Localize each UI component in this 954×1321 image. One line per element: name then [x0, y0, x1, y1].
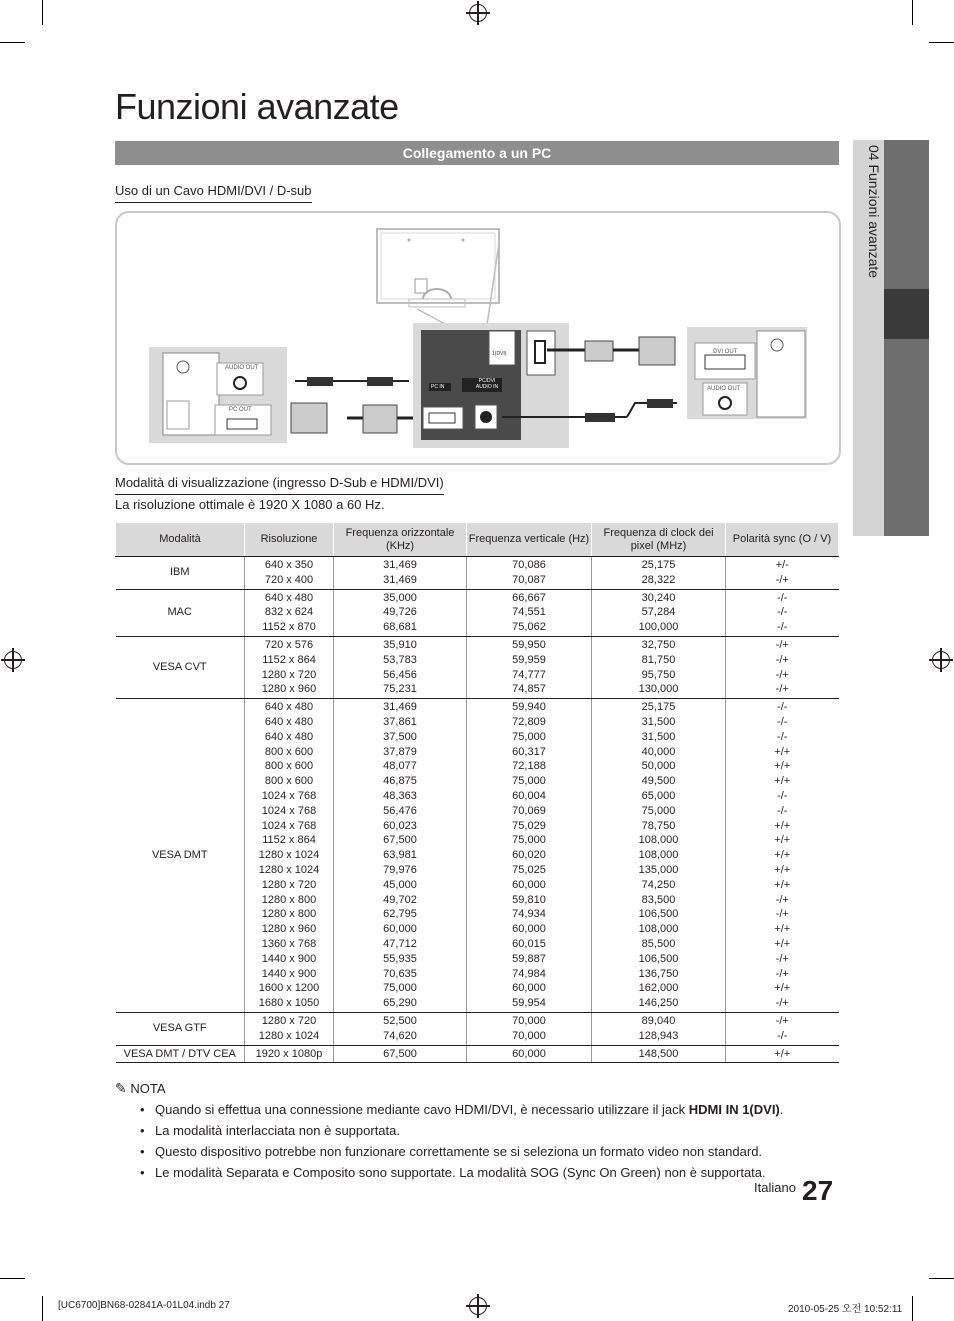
clk-value: 89,040: [641, 1014, 676, 1027]
pol-value: -/+: [775, 638, 789, 651]
list-item: • Quando si effettua una connessione mediante cavo HDMI/DVI, è necessario utilizzare il jack HDMI IN 1(DVI).: [140, 1101, 840, 1122]
crop-mark: [929, 1278, 954, 1279]
res-value: 1152 x 864: [262, 653, 316, 666]
h-value: 48,077: [383, 760, 417, 773]
mode-cell: VESA DMT / DTV CEA: [116, 1045, 245, 1063]
v-value: 74,777: [512, 668, 546, 681]
column-header: Modalità: [116, 523, 245, 557]
table-header-row: [116, 523, 839, 557]
v-value: 74,857: [512, 683, 546, 696]
table-body: [116, 557, 839, 1063]
note-list: [140, 1101, 840, 1185]
v-value: 60,000: [512, 878, 546, 891]
h-value: 60,000: [383, 923, 417, 936]
table-row: [116, 557, 839, 590]
pol-value: -/+: [775, 908, 789, 921]
clk-value: 40,000: [641, 745, 676, 758]
res-value: 1600 x 1200: [258, 982, 320, 995]
clk-cell: [592, 699, 726, 1013]
clk-value: 31,500: [641, 730, 676, 743]
res-value: 1024 x 768: [261, 819, 317, 832]
v-value: 66,667: [512, 591, 546, 604]
clk-value: 100,000: [638, 621, 679, 634]
clk-value: 75,000: [641, 804, 676, 817]
pol-value: +/+: [774, 760, 791, 773]
pol-cell: [726, 589, 839, 636]
pol-value: -/+: [775, 573, 789, 586]
pol-value: +/+: [774, 878, 791, 891]
res-value: 1920 x 1080p: [255, 1047, 323, 1060]
display-modes-table: [115, 523, 839, 1063]
v-value: 75,062: [512, 621, 546, 634]
res-value: 1680 x 1050: [258, 997, 320, 1010]
res-value: 1440 x 900: [261, 967, 317, 980]
clk-value: 57,284: [641, 606, 676, 619]
res-cell: [245, 699, 334, 1013]
res-value: 832 x 624: [264, 606, 314, 619]
clk-cell: [592, 589, 726, 636]
h-value: 52,500: [383, 1014, 417, 1027]
v-value: 72,188: [512, 760, 546, 773]
registration-mark-icon: [932, 651, 950, 669]
mode-cell: VESA DMT: [116, 699, 245, 1013]
pol-value: -/+: [775, 952, 789, 965]
h-value: 75,231: [383, 683, 417, 696]
column-header: Frequenza verticale (Hz): [467, 523, 592, 557]
clk-cell: [592, 557, 726, 590]
mode-cell: VESA GTF: [116, 1012, 245, 1045]
h-value: 45,000: [383, 878, 417, 891]
v-value: 70,069: [512, 804, 546, 817]
v-value: 70,000: [512, 1014, 546, 1027]
res-value: 640 x 480: [264, 730, 314, 743]
v-value: 60,020: [512, 849, 546, 862]
pol-value: +/+: [774, 923, 791, 936]
v-value: 59,940: [512, 701, 546, 714]
clk-value: 106,500: [638, 952, 679, 965]
table-row: [116, 636, 839, 698]
v-value: 70,000: [512, 1029, 546, 1042]
res-cell: [245, 557, 334, 590]
clk-value: 148,500: [638, 1047, 679, 1060]
v-cell: [467, 589, 592, 636]
h-cell: [334, 636, 467, 698]
h-value: 31,469: [383, 559, 417, 571]
pol-value: -/+: [775, 997, 789, 1010]
clk-value: 30,240: [641, 591, 676, 604]
v-value: 60,004: [512, 789, 546, 802]
v-cell: [467, 557, 592, 590]
clk-value: 106,500: [638, 908, 679, 921]
mode-cell: IBM: [116, 557, 245, 590]
h-value: 47,712: [383, 937, 417, 950]
clk-value: 49,500: [641, 775, 676, 788]
crop-mark: [929, 42, 954, 43]
v-value: 60,317: [512, 745, 546, 758]
v-value: 74,934: [512, 908, 546, 921]
v-value: 75,025: [512, 863, 546, 876]
v-value: 59,954: [512, 997, 546, 1010]
clk-value: 135,000: [638, 863, 679, 876]
h-value: 35,000: [383, 591, 417, 604]
h-value: 53,783: [383, 653, 417, 666]
res-cell: [245, 1012, 334, 1045]
clk-value: 25,175: [641, 701, 676, 714]
table-row: [116, 1045, 839, 1063]
clk-value: 50,000: [641, 760, 676, 773]
v-value: 70,086: [512, 559, 546, 571]
res-value: 1152 x 870: [262, 621, 316, 634]
res-value: 720 x 576: [264, 638, 314, 651]
res-value: 720 x 400: [264, 573, 314, 586]
clk-value: 108,000: [638, 834, 679, 847]
print-date-info: 2010-05-25 오전 10:52:11: [788, 1304, 903, 1315]
res-value: 640 x 480: [264, 715, 314, 728]
h-value: 74,620: [383, 1029, 417, 1042]
h-value: 79,976: [383, 863, 417, 876]
clk-value: 136,750: [638, 967, 679, 980]
optimal-resolution-note: La risoluzione ottimale è 1920 X 1080 a 60 Hz.: [115, 497, 385, 512]
v-value: 59,959: [512, 653, 546, 666]
res-value: 1440 x 900: [261, 952, 317, 965]
pc-dvi-audio-in-label: PC/DVI AUDIO IN: [475, 378, 499, 390]
pol-cell: [726, 699, 839, 1013]
clk-value: 78,750: [641, 819, 676, 832]
mode-cell: MAC: [116, 589, 245, 636]
h-value: 75,000: [383, 982, 417, 995]
pol-value: +/+: [774, 775, 791, 788]
chapter-tab-label: 04 Funzioni avanzate: [866, 145, 882, 279]
dvi-out-label: DVI OUT: [713, 349, 738, 355]
pol-cell: [726, 636, 839, 698]
pol-value: -/-: [777, 804, 788, 817]
res-cell: [245, 589, 334, 636]
registration-mark-icon: [4, 651, 22, 669]
v-value: 59,950: [512, 638, 546, 651]
clk-value: 128,943: [638, 1029, 679, 1042]
res-value: 640 x 480: [264, 701, 314, 714]
h-cell: [334, 699, 467, 1013]
res-value: 1280 x 720: [261, 1014, 317, 1027]
res-value: 1280 x 720: [261, 878, 317, 891]
page-title: Funzioni avanzate: [115, 86, 399, 127]
pol-value: -/+: [775, 893, 789, 906]
h-cell: [334, 589, 467, 636]
page-number: 27: [802, 1175, 834, 1206]
v-value: 60,000: [512, 982, 546, 995]
h-value: 55,935: [383, 952, 417, 965]
res-value: 800 x 600: [264, 745, 314, 758]
pol-value: -/-: [777, 701, 788, 714]
pol-value: +/+: [774, 937, 791, 950]
v-value: 75,000: [512, 775, 546, 788]
res-value: 1280 x 960: [261, 683, 317, 696]
v-value: 75,000: [512, 730, 546, 743]
pol-value: +/+: [774, 745, 791, 758]
pol-value: +/+: [774, 834, 791, 847]
pol-cell: [726, 1045, 839, 1063]
pol-value: +/+: [774, 982, 791, 995]
diagram-svg: [117, 213, 839, 463]
v-cell: [467, 1045, 592, 1063]
res-value: 1280 x 1024: [258, 1029, 320, 1042]
registration-mark-icon: [469, 4, 487, 22]
h-value: 46,875: [383, 775, 417, 788]
column-header: Frequenza di clock dei pixel (MHz): [592, 523, 726, 557]
table-row: [116, 1012, 839, 1045]
clk-value: 108,000: [638, 923, 679, 936]
list-item: • La modalità interlacciata non è supportata.: [140, 1122, 840, 1143]
res-value: 1280 x 800: [261, 908, 317, 921]
clk-value: 83,500: [641, 893, 676, 906]
clk-value: 81,750: [641, 653, 676, 666]
note-heading: ✎ NOTA: [115, 1080, 166, 1096]
pencil-icon: ✎: [115, 1080, 127, 1096]
clk-value: 74,250: [641, 878, 676, 891]
crop-mark: [912, 1296, 913, 1321]
pol-value: -/-: [777, 730, 788, 743]
res-value: 1280 x 1024: [258, 863, 320, 876]
crop-mark: [42, 0, 43, 25]
res-value: 1280 x 1024: [258, 849, 320, 862]
clk-value: 108,000: [638, 849, 679, 862]
res-value: 1152 x 864: [262, 834, 316, 847]
audio-out-left-label: AUDIO OUT: [225, 365, 259, 371]
pc-out-label: PC OUT: [229, 407, 252, 413]
v-value: 74,984: [512, 967, 546, 980]
h-value: 31,469: [383, 573, 417, 586]
res-cell: [245, 636, 334, 698]
clk-value: 65,000: [641, 789, 676, 802]
h-value: 56,476: [383, 804, 417, 817]
v-value: 60,000: [512, 1047, 546, 1060]
h-value: 65,290: [383, 997, 417, 1010]
v-cell: [467, 636, 592, 698]
v-value: 59,887: [512, 952, 546, 965]
column-header: Frequenza orizzontale (KHz): [334, 523, 467, 557]
clk-value: 85,500: [641, 937, 676, 950]
v-value: 60,000: [512, 923, 546, 936]
h-value: 49,702: [383, 893, 417, 906]
res-value: 640 x 350: [264, 559, 314, 571]
clk-value: 130,000: [638, 683, 679, 696]
clk-value: 95,750: [641, 668, 676, 681]
tv-icon: [377, 229, 499, 333]
pol-value: -/+: [775, 1014, 789, 1027]
v-cell: [467, 699, 592, 1013]
language-label: Italiano: [754, 1180, 796, 1195]
list-item: • Questo dispositivo potrebbe non funzionare correttamente se si seleziona un formato video non standard.: [140, 1143, 840, 1164]
v-value: 60,015: [512, 937, 546, 950]
res-value: 800 x 600: [264, 760, 314, 773]
crop-mark: [0, 1278, 25, 1279]
h-value: 37,879: [383, 745, 417, 758]
clk-value: 146,250: [638, 997, 679, 1010]
list-item: • Le modalità Separata e Composito sono supportate. La modalità SOG (Sync On Green) non è supportata.: [140, 1164, 840, 1185]
print-file-info: [UC6700]BN68-02841A-01L04.indb 27: [58, 1300, 230, 1311]
pol-value: -/-: [777, 1029, 788, 1042]
pol-value: +/+: [774, 849, 791, 862]
clk-value: 32,750: [641, 638, 676, 651]
table-row: [116, 699, 839, 1013]
pol-value: -/+: [775, 683, 789, 696]
v-value: 70,087: [512, 573, 546, 586]
pol-value: -/-: [777, 606, 788, 619]
res-cell: [245, 1045, 334, 1063]
pol-value: -/-: [777, 789, 788, 802]
pol-value: -/-: [777, 715, 788, 728]
h-value: 68,681: [383, 621, 417, 634]
res-value: 1024 x 768: [261, 789, 317, 802]
pol-value: -/-: [777, 621, 788, 634]
table-row: [116, 589, 839, 636]
h-value: 62,795: [383, 908, 417, 921]
pol-value: -/-: [777, 591, 788, 604]
h-value: 48,363: [383, 789, 417, 802]
clk-cell: [592, 1012, 726, 1045]
h-value: 63,981: [383, 849, 417, 862]
h-value: 31,469: [383, 701, 417, 714]
pol-cell: [726, 557, 839, 590]
crop-mark: [0, 42, 25, 43]
pc-in-label: PC IN: [431, 384, 445, 390]
res-value: 1360 x 768: [261, 937, 317, 950]
audio-out-right-label: AUDIO OUT: [707, 386, 741, 392]
pol-value: +/+: [774, 819, 791, 832]
res-value: 1024 x 768: [261, 804, 317, 817]
chapter-tab-marker: [884, 289, 929, 339]
pol-value: +/+: [774, 1047, 791, 1060]
section-heading: Collegamento a un PC: [115, 141, 839, 165]
v-value: 59,810: [512, 893, 546, 906]
subheading-cable: Uso di un Cavo HDMI/DVI / D-sub: [115, 183, 312, 203]
h-value: 60,023: [383, 819, 417, 832]
h-value: 37,861: [383, 715, 417, 728]
pol-value: +/-: [775, 559, 789, 571]
h-value: 67,500: [383, 1047, 417, 1060]
pol-value: -/+: [775, 967, 789, 980]
pol-cell: [726, 1012, 839, 1045]
v-value: 74,551: [512, 606, 546, 619]
v-value: 75,000: [512, 834, 546, 847]
mode-cell: VESA CVT: [116, 636, 245, 698]
v-value: 72,809: [512, 715, 546, 728]
h-cell: [334, 557, 467, 590]
h-value: 35,910: [383, 638, 417, 651]
res-value: 1280 x 800: [261, 893, 317, 906]
crop-mark: [912, 0, 913, 25]
column-header: Risoluzione: [245, 523, 334, 557]
column-header: Polarità sync (O / V): [726, 523, 839, 557]
clk-cell: [592, 1045, 726, 1063]
res-value: 1280 x 720: [261, 668, 317, 681]
v-value: 75,029: [512, 819, 546, 832]
h-value: 49,726: [383, 606, 417, 619]
pol-value: +/+: [774, 863, 791, 876]
hdmi-port-label: 1(DVI): [492, 351, 507, 357]
h-cell: [334, 1012, 467, 1045]
h-value: 67,500: [383, 834, 417, 847]
subheading-display-modes: Modalità di visualizzazione (ingresso D-Sub e HDMI/DVI): [115, 475, 444, 495]
clk-value: 31,500: [641, 715, 676, 728]
h-value: 37,500: [383, 730, 417, 743]
connection-diagram: [115, 211, 841, 465]
res-value: 800 x 600: [264, 775, 314, 788]
registration-mark-icon: [469, 1297, 487, 1315]
h-cell: [334, 1045, 467, 1063]
h-value: 70,635: [383, 967, 417, 980]
h-value: 56,456: [383, 668, 417, 681]
res-value: 640 x 480: [264, 591, 314, 604]
res-value: 1280 x 960: [261, 923, 317, 936]
clk-value: 25,175: [641, 559, 676, 571]
pol-value: -/+: [775, 653, 789, 666]
clk-value: 28,322: [641, 573, 676, 586]
clk-value: 162,000: [638, 982, 679, 995]
v-cell: [467, 1012, 592, 1045]
clk-cell: [592, 636, 726, 698]
pol-value: -/+: [775, 668, 789, 681]
crop-mark: [42, 1296, 43, 1321]
